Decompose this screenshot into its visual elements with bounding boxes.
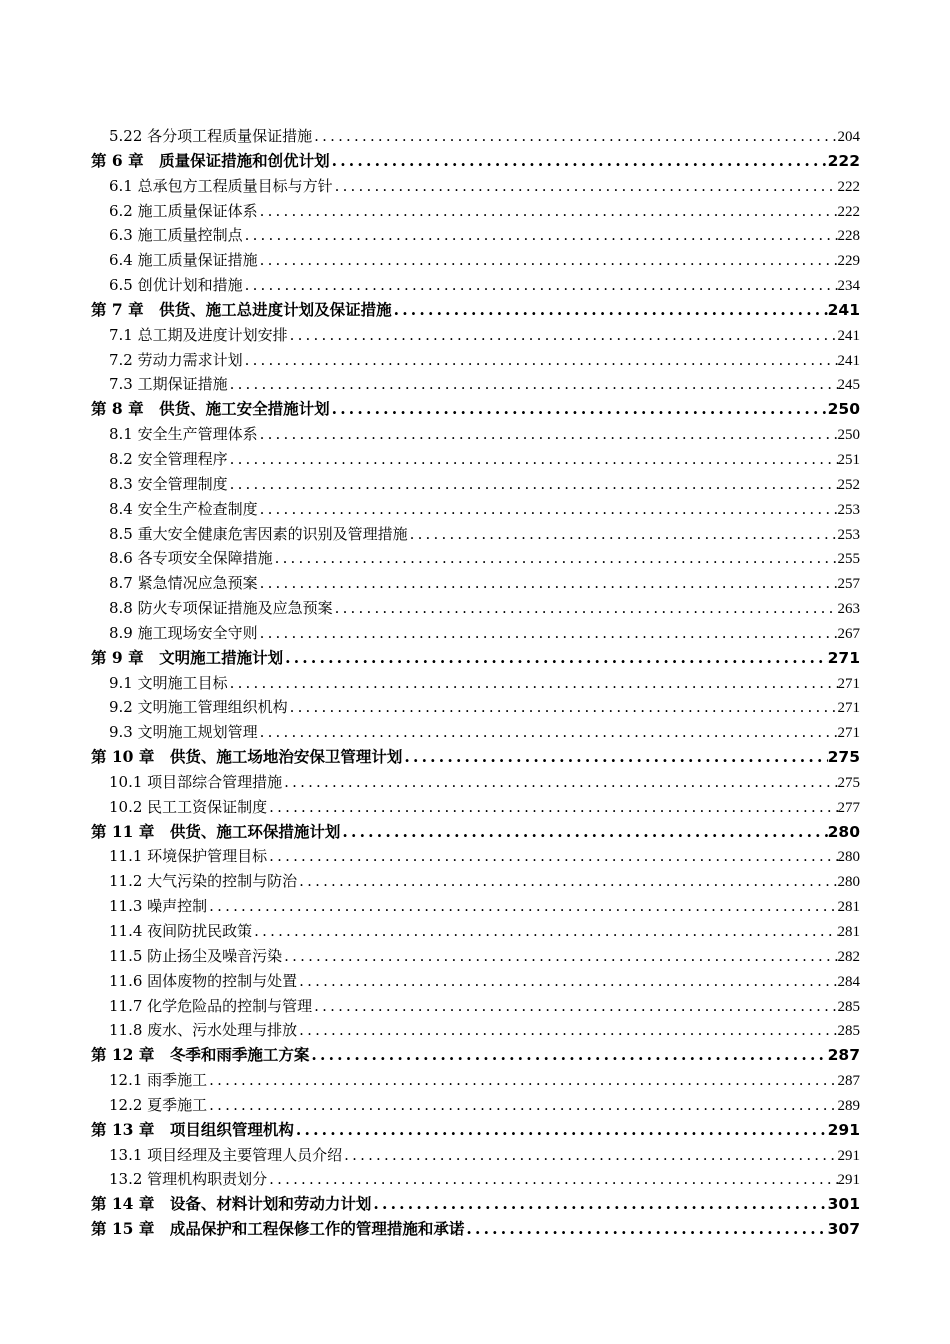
dot-leader: [243, 348, 838, 373]
toc-entry-page-number: 253: [837, 501, 860, 518]
dot-leader: [258, 248, 838, 273]
toc-entry-page-number: 250: [837, 427, 860, 444]
dot-leader: [312, 124, 837, 149]
toc-section-entry[interactable]: [91, 994, 860, 1019]
toc-section-entry[interactable]: [91, 546, 860, 571]
toc-entry-title: 11.8 废水、污水处理与排放: [109, 1021, 298, 1040]
toc-entry-page-number: 241: [837, 352, 860, 369]
toc-entry-title: 8.4 安全生产检查制度: [109, 499, 258, 518]
dot-leader: [288, 695, 838, 720]
toc-entry-title: 第 7 章 供货、施工总进度计划及保证措施: [91, 299, 392, 319]
toc-entry-page-number: 271: [837, 675, 860, 692]
toc-entry-page-number: 229: [837, 253, 860, 270]
toc-section-entry[interactable]: [91, 522, 860, 547]
toc-section-entry[interactable]: [91, 497, 860, 522]
toc-entry-title: 第 14 章 设备、材料计划和劳动力计划: [91, 1194, 372, 1214]
dot-leader: [258, 199, 838, 224]
toc-entry-page-number: 301: [827, 1195, 860, 1214]
toc-section-entry[interactable]: [91, 944, 860, 969]
toc-entry-page-number: 263: [837, 601, 860, 618]
dot-leader: [243, 273, 838, 298]
toc-entry-page-number: 280: [837, 874, 860, 891]
toc-entry-title: 12.2 夏季施工: [109, 1095, 208, 1114]
toc-section-entry[interactable]: [91, 199, 860, 224]
toc-entry-page-number: 291: [837, 1147, 860, 1164]
toc-entry-page-number: 271: [827, 648, 860, 667]
toc-entry-page-number: 253: [837, 526, 860, 543]
toc-entry-title: 第 12 章 冬季和雨季施工方案: [91, 1045, 310, 1065]
toc-entry-page-number: 275: [827, 748, 860, 767]
table-of-contents: [91, 124, 860, 1242]
dot-leader: [282, 944, 837, 969]
toc-section-entry[interactable]: [91, 795, 860, 820]
dot-leader: [333, 596, 838, 621]
toc-entry-title: 11.7 化学危险品的控制与管理: [109, 996, 313, 1015]
dot-leader: [464, 1217, 827, 1242]
toc-entry-title: 11.1 环境保护管理目标: [109, 847, 268, 866]
toc-entry-title: 9.1 文明施工目标: [109, 673, 228, 692]
toc-section-entry[interactable]: [91, 273, 860, 298]
toc-entry-title: 6.1 总承包方工程质量目标与方针: [109, 176, 333, 195]
toc-section-entry[interactable]: [91, 1068, 860, 1093]
dot-leader: [402, 745, 827, 770]
dot-leader: [283, 646, 828, 671]
toc-entry-page-number: 277: [837, 799, 860, 816]
toc-entry-page-number: 251: [837, 451, 860, 468]
toc-chapter-entry[interactable]: [91, 1192, 860, 1217]
toc-section-entry[interactable]: [91, 844, 860, 869]
toc-section-entry[interactable]: [91, 447, 860, 472]
toc-entry-page-number: 222: [837, 178, 860, 195]
toc-section-entry[interactable]: [91, 1018, 860, 1043]
toc-entry-title: 第 10 章 供货、施工场地治安保卫管理计划: [91, 747, 403, 767]
toc-entry-title: 6.3 施工质量控制点: [109, 226, 243, 245]
toc-entry-page-number: 275: [837, 774, 860, 791]
toc-entry-title: 6.4 施工质量保证措施: [109, 251, 258, 270]
dot-leader: [243, 223, 838, 248]
toc-entry-page-number: 271: [837, 700, 860, 717]
toc-entry-page-number: 241: [827, 300, 860, 319]
toc-entry-page-number: 285: [837, 1023, 860, 1040]
dot-leader: [228, 447, 838, 472]
dot-leader: [297, 869, 837, 894]
dot-leader: [340, 820, 827, 845]
toc-section-entry[interactable]: [91, 596, 860, 621]
toc-entry-title: 第 13 章 项目组织管理机构: [91, 1119, 294, 1139]
toc-section-entry[interactable]: [91, 1093, 860, 1118]
dot-leader: [258, 571, 838, 596]
toc-section-entry[interactable]: [91, 372, 860, 397]
dot-leader: [228, 671, 838, 696]
toc-entry-page-number: 222: [827, 151, 860, 170]
toc-chapter-entry[interactable]: [91, 1217, 860, 1242]
dot-leader: [258, 720, 838, 745]
toc-entry-page-number: 285: [837, 998, 860, 1015]
toc-entry-page-number: 204: [837, 129, 860, 145]
toc-section-entry[interactable]: [91, 1143, 860, 1168]
toc-entry-page-number: 291: [837, 1172, 860, 1189]
toc-entry-title: 13.1 项目经理及主要管理人员介绍: [109, 1145, 343, 1164]
toc-entry-title: 第 15 章 成品保护和工程保修工作的管理措施和承诺: [91, 1219, 465, 1239]
toc-section-entry[interactable]: [91, 422, 860, 447]
toc-entry-title: 13.2 管理机构职责划分: [109, 1170, 268, 1189]
toc-chapter-entry[interactable]: [91, 820, 860, 845]
toc-entry-title: 11.4 夜间防扰民政策: [109, 922, 253, 940]
toc-chapter-entry[interactable]: [91, 745, 860, 770]
toc-entry-title: 8.1 安全生产管理体系: [109, 425, 258, 444]
dot-leader: [207, 1068, 837, 1093]
toc-entry-page-number: 234: [837, 278, 860, 295]
dot-leader: [333, 174, 838, 199]
toc-entry-title: 8.6 各专项安全保障措施: [109, 549, 273, 568]
toc-entry-title: 10.2 民工工资保证制度: [109, 797, 268, 816]
toc-section-entry[interactable]: [91, 124, 860, 149]
dot-leader: [258, 497, 838, 522]
toc-chapter-entry[interactable]: [91, 646, 860, 671]
toc-entry-page-number: 281: [837, 899, 860, 916]
toc-entry-page-number: 255: [837, 551, 860, 568]
toc-entry-page-number: 267: [837, 625, 860, 642]
toc-entry-page-number: 241: [837, 327, 860, 344]
toc-entry-page-number: 287: [827, 1046, 860, 1065]
toc-entry-page-number: 280: [837, 849, 860, 866]
dot-leader: [330, 149, 828, 174]
toc-section-entry[interactable]: [91, 323, 860, 348]
toc-entry-title: 8.7 紧急情况应急预案: [109, 574, 258, 593]
toc-chapter-entry[interactable]: [91, 298, 860, 323]
dot-leader: [297, 1018, 837, 1043]
dot-leader: [330, 397, 828, 422]
toc-section-entry[interactable]: [91, 894, 860, 919]
toc-entry-page-number: 284: [837, 973, 860, 990]
toc-entry-page-number: 280: [827, 822, 860, 841]
toc-section-entry[interactable]: [91, 472, 860, 497]
toc-entry-title: 7.2 劳动力需求计划: [109, 350, 243, 369]
dot-leader: [207, 894, 837, 919]
toc-entry-title: 11.2 大气污染的控制与防治: [109, 872, 298, 891]
toc-chapter-entry[interactable]: [91, 397, 860, 422]
toc-section-entry[interactable]: [91, 174, 860, 199]
toc-section-entry[interactable]: [91, 223, 860, 248]
dot-leader: [408, 522, 838, 547]
dot-leader: [342, 1143, 837, 1168]
toc-section-entry[interactable]: [91, 1167, 860, 1192]
toc-entry-title: 9.2 文明施工管理组织机构: [109, 698, 288, 717]
toc-entry-title: 8.3 安全管理制度: [109, 474, 228, 493]
dot-leader: [228, 472, 838, 497]
toc-entry-page-number: 307: [827, 1220, 860, 1239]
toc-section-entry[interactable]: [91, 869, 860, 894]
toc-entry-page-number: 271: [837, 725, 860, 742]
toc-section-entry[interactable]: [91, 919, 860, 944]
toc-section-entry[interactable]: [91, 695, 860, 720]
dot-leader: [312, 994, 837, 1019]
dot-leader: [267, 795, 837, 820]
dot-leader: [288, 323, 838, 348]
toc-entry-title: 11.3 噪声控制: [109, 897, 208, 916]
toc-entry-title: 12.1 雨季施工: [109, 1071, 208, 1090]
toc-entry-title: 8.8 防火专项保证措施及应急预案: [109, 599, 333, 618]
toc-section-entry[interactable]: [91, 621, 860, 646]
toc-entry-page-number: 228: [837, 228, 860, 245]
toc-section-entry[interactable]: [91, 248, 860, 273]
dot-leader: [267, 1167, 837, 1192]
toc-entry-title: 6.2 施工质量保证体系: [109, 201, 258, 220]
toc-entry-title: 第 6 章 质量保证措施和创优计划: [91, 150, 330, 170]
toc-entry-page-number: 281: [837, 924, 860, 940]
dot-leader: [371, 1192, 827, 1217]
toc-entry-title: 8.9 施工现场安全守则: [109, 623, 258, 642]
toc-entry-title: 第 9 章 文明施工措施计划: [91, 647, 284, 667]
toc-entry-page-number: 250: [827, 400, 860, 419]
toc-entry-title: 10.1 项目部综合管理措施: [109, 772, 283, 791]
toc-entry-page-number: 282: [837, 948, 860, 965]
dot-leader: [392, 298, 828, 323]
toc-entry-title: 11.6 固体废物的控制与处置: [109, 971, 298, 990]
toc-entry-title: 9.3 文明施工规划管理: [109, 723, 258, 742]
toc-entry-page-number: 245: [837, 377, 860, 394]
toc-section-entry[interactable]: [91, 348, 860, 373]
toc-entry-title: 7.1 总工期及进度计划安排: [109, 325, 288, 344]
toc-section-entry[interactable]: [91, 720, 860, 745]
toc-entry-title: 8.2 安全管理程序: [109, 449, 228, 468]
toc-entry-title: 第 8 章 供货、施工安全措施计划: [91, 399, 330, 419]
toc-section-entry[interactable]: [91, 571, 860, 596]
toc-entry-page-number: 289: [837, 1097, 860, 1114]
toc-entry-title: 11.5 防止扬尘及噪音污染: [109, 946, 283, 965]
dot-leader: [258, 422, 838, 447]
toc-chapter-entry[interactable]: [91, 1043, 860, 1068]
toc-chapter-entry[interactable]: [91, 1118, 860, 1143]
dot-leader: [273, 546, 838, 571]
dot-leader: [267, 844, 837, 869]
toc-entry-page-number: 291: [827, 1120, 860, 1139]
dot-leader: [294, 1118, 828, 1143]
toc-entry-page-number: 252: [837, 476, 860, 493]
toc-entry-title: 7.3 工期保证措施: [109, 375, 228, 394]
toc-entry-title: 6.5 创优计划和措施: [109, 276, 243, 295]
dot-leader: [207, 1093, 837, 1118]
toc-entry-title: 8.5 重大安全健康危害因素的识别及管理措施: [109, 524, 408, 543]
toc-chapter-entry[interactable]: [91, 149, 860, 174]
toc-entry-page-number: 257: [837, 576, 860, 593]
dot-leader: [258, 621, 838, 646]
toc-section-entry[interactable]: [91, 969, 860, 994]
dot-leader: [228, 372, 838, 397]
dot-leader: [252, 919, 837, 944]
dot-leader: [282, 770, 837, 795]
dot-leader: [309, 1043, 827, 1068]
dot-leader: [297, 969, 837, 994]
toc-section-entry[interactable]: [91, 770, 860, 795]
toc-entry-title: 5.22 各分项工程质量保证措施: [109, 127, 313, 145]
toc-entry-page-number: 222: [837, 203, 860, 220]
toc-section-entry[interactable]: [91, 671, 860, 696]
toc-entry-title: 第 11 章 供货、施工环保措施计划: [91, 821, 341, 841]
toc-entry-page-number: 287: [837, 1073, 860, 1090]
